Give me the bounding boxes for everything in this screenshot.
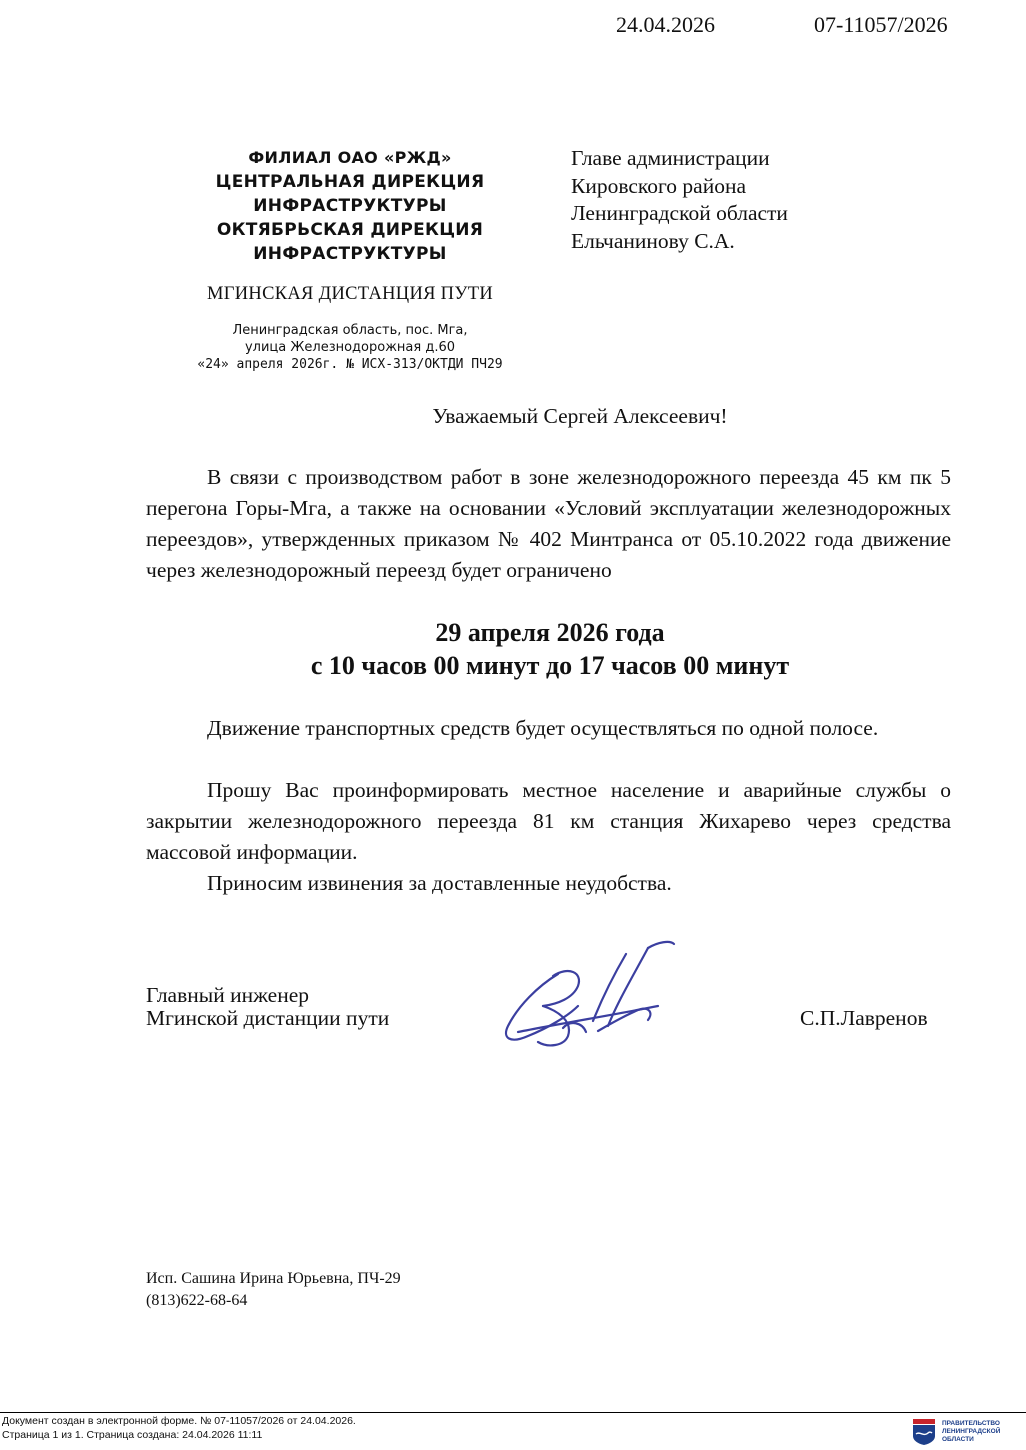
recipient-line: Ленинградской области [571, 201, 788, 225]
logo-text-line: ОБЛАСТИ [942, 1436, 974, 1443]
executor-name: Исп. Сашина Ирина Юрьевна, ПЧ-29 [146, 1270, 401, 1287]
executor-info [146, 1268, 401, 1312]
recipient-block [571, 145, 788, 255]
restriction-date: 29 апреля 2026 года [435, 618, 665, 647]
government-logo-icon [912, 1418, 936, 1446]
body-paragraph [146, 713, 951, 744]
body-paragraph-text: В связи с производством работ в зоне железнодорожного переезда 45 км пк 5 перегона Горы-Мга, а также на основании «Условий эксплуатации железнодорожных переездов», утвержденных приказом № 402 Минтранса от 05.10.2022 года движение через железнодорожный переезд будет ограничено [146, 465, 951, 582]
signatory-title-line: Мгинской дистанции пути [146, 1006, 390, 1030]
org-line: ФИЛИАЛ ОАО «РЖД» [248, 148, 452, 167]
footer-line: Страница 1 из 1. Страница создана: 24.04.2026 11:11 [2, 1429, 263, 1441]
greeting: Уважаемый Сергей Алексеевич! [432, 404, 728, 428]
sender-address [150, 322, 550, 373]
body-paragraph-text: Приносим извинения за доставленные неудобства. [207, 871, 672, 895]
address-line: Ленинградская область, пос. Мга, [232, 323, 468, 338]
registration-date: 24.04.2026 [616, 12, 715, 37]
body-paragraph-text: Прошу Вас проинформировать местное население и аварийные службы о закрытии железнодорожного переезда 81 км станция Жихарево через средства массовой информации. [146, 778, 951, 864]
body-paragraph [146, 462, 951, 586]
logo-text-line: ЛЕНИНГРАДСКОЙ [942, 1428, 1001, 1435]
restriction-period [0, 616, 1026, 682]
org-line: ОКТЯБРЬСКАЯ ДИРЕКЦИЯ [216, 220, 484, 240]
restriction-time: с 10 часов 00 минут до 17 часов 00 минут [310, 651, 790, 680]
outgoing-reference: «24» апреля 2026г. № ИСХ-313/ОКТДИ ПЧ29 [197, 357, 503, 372]
address-line: улица Железнодорожная д.60 [244, 340, 455, 355]
executor-phone: (813)622-68-64 [146, 1292, 248, 1309]
recipient-line: Главе администрации [571, 146, 770, 170]
signatory-title [146, 984, 389, 1030]
sender-division: МГИНСКАЯ ДИСТАНЦИЯ ПУТИ [207, 284, 493, 304]
signatory-name: С.П.Лавренов [800, 1006, 928, 1030]
logo-text-line: ПРАВИТЕЛЬСТВО [942, 1420, 1000, 1427]
org-line: ИНФРАСТРУКТУРЫ [253, 196, 447, 216]
recipient-line: Ельчанинову С.А. [571, 228, 735, 253]
org-line: ИНФРАСТРУКТУРЫ [253, 244, 447, 264]
body-paragraph [146, 868, 951, 899]
signatory-title-line: Главный инженер [146, 983, 309, 1007]
footer-line: Документ создан в электронной форме. № 07-11057/2026 от 24.04.2026. [2, 1415, 356, 1427]
footer-divider [0, 1412, 1026, 1413]
registration-number: 07-11057/2026 [814, 12, 948, 37]
footer-info [2, 1414, 356, 1442]
government-logo-text [942, 1420, 1000, 1444]
sender-organization [180, 146, 520, 266]
recipient-line: Кировского района [571, 173, 747, 198]
body-paragraph [146, 775, 951, 868]
handwritten-signature [498, 936, 688, 1056]
org-line: ЦЕНТРАЛЬНАЯ ДИРЕКЦИЯ [215, 172, 485, 192]
body-paragraph-text: Движение транспортных средств будет осуществляться по одной полосе. [207, 716, 879, 740]
